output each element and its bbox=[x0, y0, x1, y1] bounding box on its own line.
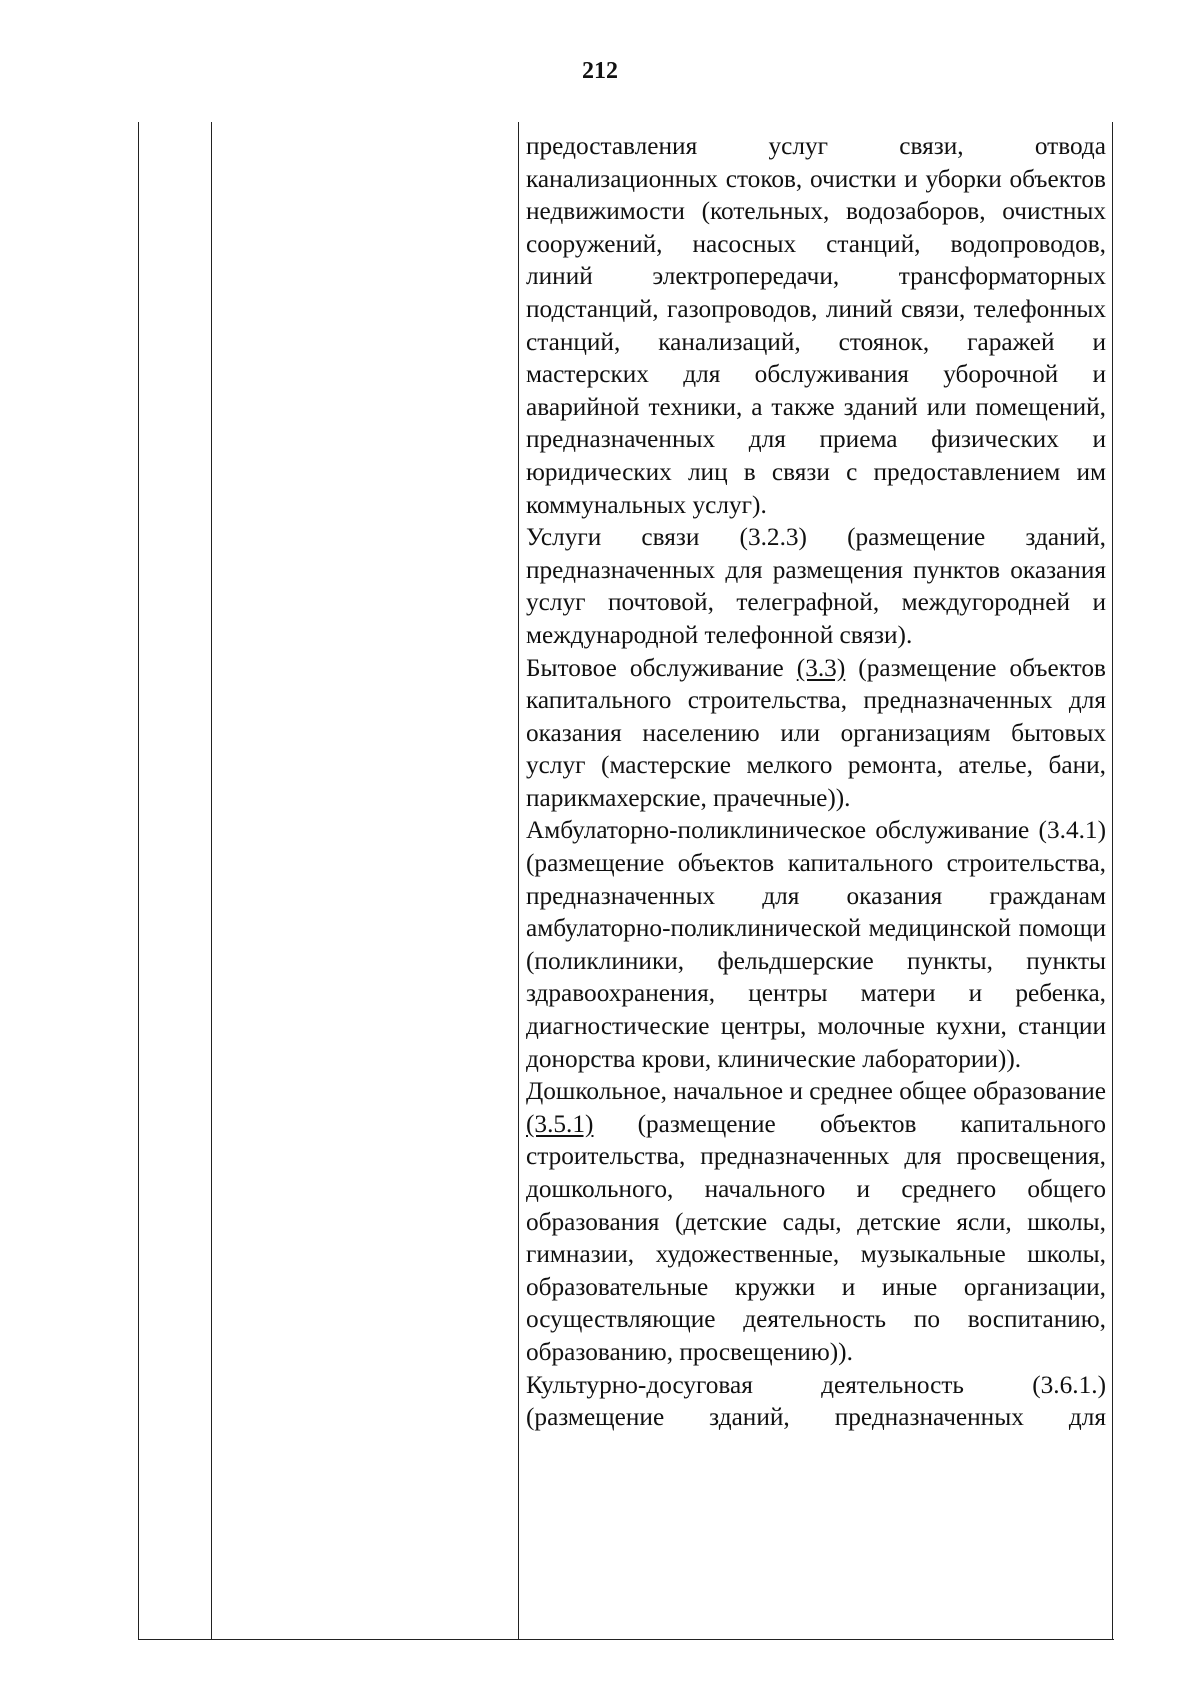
paragraph-school-education bbox=[526, 1075, 1106, 1368]
table-border-bottom bbox=[138, 1639, 1114, 1640]
paragraph-text: Бытовое обслуживание bbox=[526, 653, 797, 682]
paragraph-text: Дошкольное, начальное и среднее общее образование bbox=[526, 1077, 1106, 1106]
reference-link[interactable]: (3.3) bbox=[796, 653, 846, 682]
table-border-column-1 bbox=[211, 122, 212, 1640]
paragraph-text: Культурно-досуговая деятельность (3.6.1.) (размещение зданий, предназначенных для bbox=[526, 1370, 1106, 1432]
paragraph-utilities bbox=[526, 130, 1106, 521]
table-cell-description bbox=[526, 130, 1106, 1434]
paragraph-text: (размещение объектов капитального строительства, предназначенных для оказания населению или организациям бытовых услуг (мастерские мелкого ремонта, ателье, бани, парикмахерские, прачечные)). bbox=[526, 653, 1106, 812]
document-table bbox=[138, 122, 1114, 1640]
table-border-left bbox=[138, 122, 139, 1640]
reference-link[interactable]: (3.5.1) bbox=[526, 1109, 594, 1138]
page-number: 212 bbox=[582, 58, 618, 84]
paragraph-text: (размещение объектов капитального строительства, предназначенных для просвещения, дошкольного, начального и среднего общего образования (детские сады, детские ясли, школы, гимназии, художественные, музыкальные школы, образовательные кружки и иные организации, осуществляющие деятельность по воспитанию, образованию, просвещению)). bbox=[526, 1109, 1106, 1366]
table-border-column-2 bbox=[518, 122, 519, 1640]
paragraph-outpatient-care bbox=[526, 814, 1106, 1075]
paragraph-text: предоставления услуг связи, отвода канализационных стоков, очистки и уборки объектов недвижимости (котельных, водозаборов, очистных сооружений, насосных станций, водопроводов, линий электропередачи, трансформаторных подстанций, газопроводов, линий связи, телефонных станций, канализаций, стоянок, гаражей и мастерских для обслуживания уборочной и аварийной техники, а также зданий или помещений, предназначенных для приема физических и юридических лиц в связи с предоставлением им коммунальных услуг). bbox=[526, 132, 1106, 519]
paragraph-cultural-leisure bbox=[526, 1369, 1106, 1434]
paragraph-text: Амбулаторно-поликлиническое обслуживание (3.4.1) (размещение объектов капитального строительства, предназначенных для оказания гражданам амбулаторно-поликлинической медицинской помощи (поликлиники, фельдшерские пункты, пункты здравоохранения, центры матери и ребенка, диагностические центры, молочные кухни, станции донорства крови, клинические лаборатории)). bbox=[526, 816, 1106, 1073]
paragraph-communication-services bbox=[526, 521, 1106, 651]
paragraph-consumer-services bbox=[526, 652, 1106, 815]
paragraph-text: Услуги связи (3.2.3) (размещение зданий, предназначенных для размещения пунктов оказания услуг почтовой, телеграфной, междугородней и международной телефонной связи). bbox=[526, 523, 1106, 649]
table-border-right bbox=[1112, 122, 1113, 1640]
